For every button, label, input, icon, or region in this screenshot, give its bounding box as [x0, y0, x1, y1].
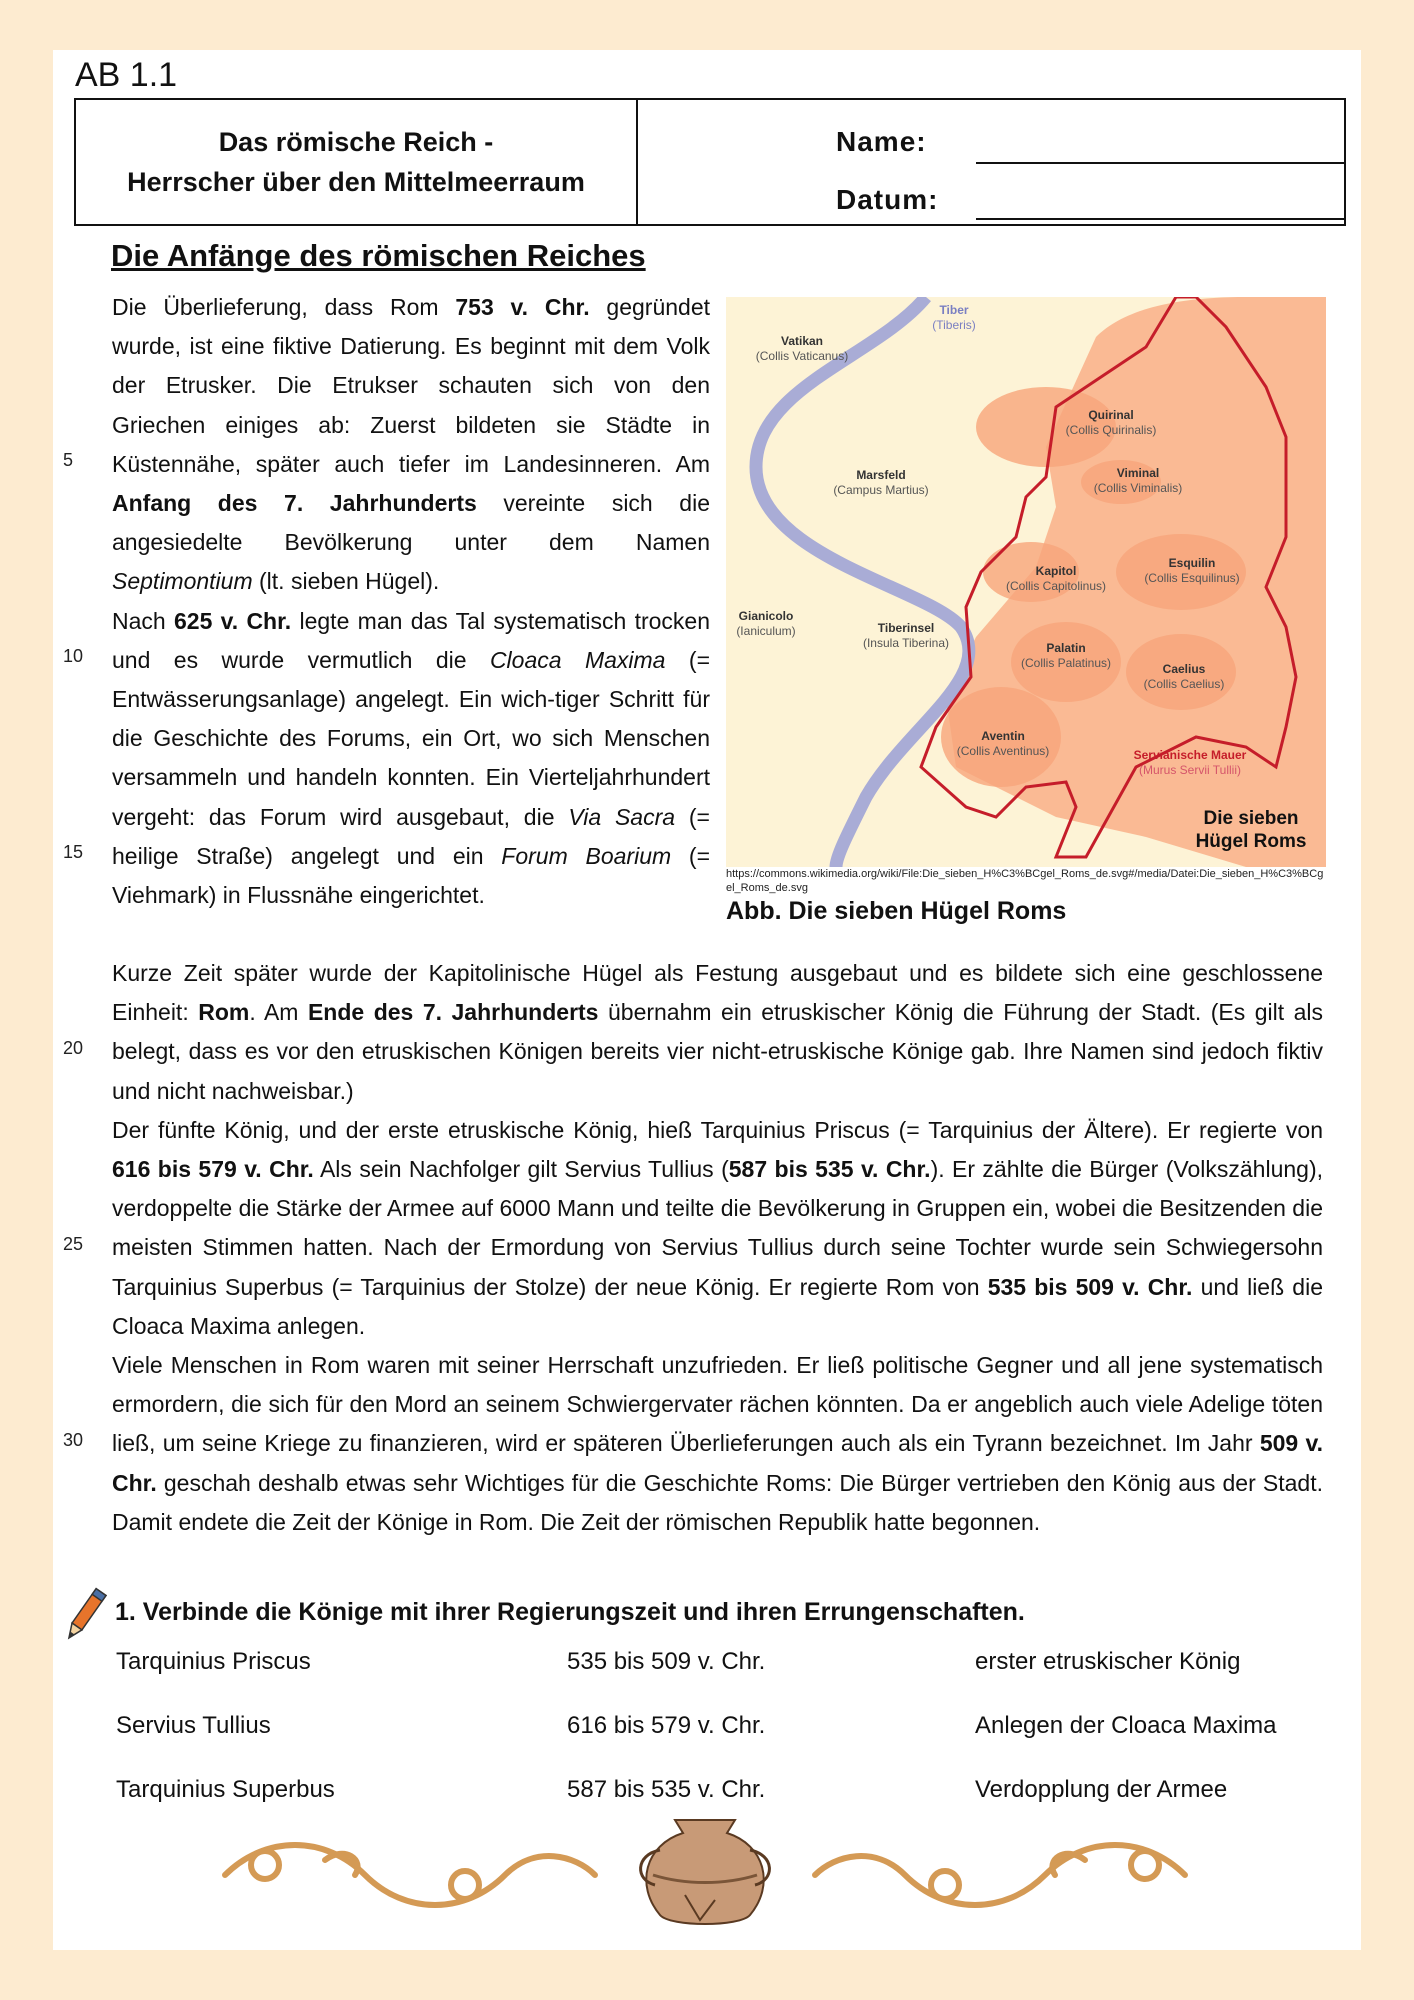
label-servian-wall: Servianische Mauer [1133, 748, 1247, 762]
map-seven-hills [726, 297, 1326, 867]
label-gianicolo: Gianicolo [738, 609, 794, 623]
scroll-ornament-icon [205, 1815, 1205, 1935]
map-caption: Abb. Die sieben Hügel Roms [726, 897, 1067, 925]
text-p2: Nach 625 v. Chr. legte man das Tal systematisch trocken und es wurde vermutlich die Cloaca Maxima (= Entwässerungsanlage) angelegt. Ein wich-tiger Schritt für die Geschichte des Forums, ein Ort, wo sich Menschen versammeln und handeln konnten. Ein Vierteljahrhundert vergeht: das Forum wird ausgebaut, die Via Sacra (= heilige Straße) angelegt und ein Forum Boarium (= Viehmark) in Flussnähe eingerichtet. [112, 607, 711, 909]
section-title: Die Anfänge des römischen Reiches [111, 238, 646, 273]
label-servian-wall-latin: (Murus Servii Tullii) [1138, 763, 1242, 777]
achievement-item[interactable]: Verdopplung der Armee [975, 1776, 1228, 1803]
achievement-item[interactable]: erster etruskischer König [975, 1648, 1241, 1675]
label-caelius-latin: (Collis Caelius) [1143, 677, 1225, 691]
text-full-width [112, 954, 1323, 1542]
label-kapitol-latin: (Collis Capitolinus) [1005, 579, 1107, 593]
label-esquilin-latin: (Collis Esquilinus) [1144, 571, 1240, 585]
pencil-icon [63, 1585, 107, 1645]
sheet-label: AB 1.1 [75, 56, 178, 94]
label-tiber: Tiber [939, 303, 969, 317]
line-number: 30 [63, 1430, 84, 1450]
label-vatikan-latin: (Collis Vaticanus) [755, 349, 849, 363]
label-quirinal-latin: (Collis Quirinalis) [1065, 423, 1157, 437]
line-number: 15 [63, 842, 84, 862]
label-palatin-latin: (Collis Palatinus) [1020, 656, 1112, 670]
label-quirinal: Quirinal [1088, 408, 1134, 422]
map-title-line2: Hügel Roms [1195, 831, 1307, 852]
label-tiberinsel: Tiberinsel [877, 621, 935, 635]
header-box [74, 98, 1346, 226]
header-title-line2: Herrscher über den Mittelmeerraum [127, 167, 585, 197]
task-title: 1. Verbinde die Könige mit ihrer Regierungszeit und ihren Errungenschaften. [115, 1598, 1025, 1626]
label-tiber-latin: (Tiberis) [932, 318, 976, 332]
label-gianicolo-latin: (Ianiculum) [736, 624, 796, 638]
label-marsfeld-latin: (Campus Martius) [833, 483, 929, 497]
text-p4: Der fünfte König, und der erste etruskische König, hieß Tarquinius Priscus (= Tarquinius der Ältere). Er regierte von 616 bis 579 v. Chr. Als sein Nachfolger gilt Servius Tullius (587 bis 535 v. Chr.). Er zählte die Bürger (Volkszählung), verdoppelte die Stärke der Armee auf 6000 Mann und teilte die Bevölkerung in Gruppen ein, wobei die Besitzenden die meisten Stimmen hatten. Nach der Ermordung von Servius Tullius durch seine Tochter wurde sein Schwiegersohn Tarquinius Superbus (= Tarquinius der Stolze) der neue König. Er regierte Rom von 535 bis 509 v. Chr. und ließ die Cloaca Maxima anlegen. [112, 1116, 1324, 1339]
label-marsfeld: Marsfeld [856, 468, 906, 482]
achievement-item[interactable]: Anlegen der Cloaca Maxima [975, 1712, 1277, 1739]
header-title-line1: Das römische Reich - [218, 127, 494, 157]
line-number: 5 [63, 450, 74, 470]
date-field[interactable] [976, 218, 1344, 220]
text-p5: Viele Menschen in Rom waren mit seiner Herrschaft unzufrieden. Er ließ politische Gegner und all jene systematisch ermordern, die sich für den Mord an seinem Schwiergervater rächen könnten. Da er angeblich auch viele Adelige töten ließ, um seine Kriege zu finanzieren, wird er späteren Überlieferungen auch als ein Tyrann bezeichnet. Im Jahr 509 v. Chr. geschah deshalb etwas sehr Wichtiges für die Geschichte Roms: Die Bürger vertrieben den König aus der Stadt. Damit endete die Zeit der Könige in Rom. Die Zeit der römischen Republik hatte begonnen. [112, 1352, 1323, 1535]
label-caelius: Caelius [1162, 662, 1206, 676]
text-column-left [112, 288, 710, 915]
label-aventin-latin: (Collis Aventinus) [956, 744, 1050, 758]
map-title-line1: Die sieben [1203, 808, 1299, 829]
king-item[interactable]: Servius Tullius [116, 1712, 271, 1739]
name-field[interactable] [976, 162, 1344, 164]
king-item[interactable]: Tarquinius Priscus [116, 1648, 311, 1675]
text-p1: Die Überlieferung, dass Rom 753 v. Chr. gegründet wurde, ist eine fiktive Datierung. Es beginnt mit dem Volk der Etrusker. Die Etrukser schauten sich von den Griechen einiges ab: Zuerst bildeten sie Städte in Küstennähe, später auch tiefer im Landesinneren. Am Anfang des 7. Jahrhunderts vereinte sich die angesiedelte Bevölkerung unter dem Namen Septimontium (lt. sieben Hügel). [112, 294, 711, 595]
label-viminal: Viminal [1116, 466, 1160, 480]
label-vatikan: Vatikan [780, 334, 824, 348]
name-label: Name: [836, 126, 927, 157]
label-tiberinsel-latin: (Insula Tiberina) [862, 636, 950, 650]
line-number: 10 [63, 646, 84, 666]
amphora-icon [641, 1820, 770, 1924]
label-kapitol: Kapitol [1035, 564, 1077, 578]
text-p3: Kurze Zeit später wurde der Kapitolinische Hügel als Festung ausgebaut und es bildete sich eine geschlossene Einheit: Rom. Am Ende des 7. Jahrhunderts übernahm ein etruskischer König die Führung der Stadt. (Es gilt als belegt, dass es vor den etruskischen Königen bereits vier nicht-etruskische Könige gab. Ihre Namen sind jedoch fiktiv und nicht nachweisbar.) [112, 960, 1324, 1104]
line-number: 20 [63, 1038, 84, 1058]
header-title [76, 100, 638, 224]
map-source-url: https://commons.wikimedia.org/wiki/File:Die_sieben_H%C3%BCgel_Roms_de.svg#/media/Datei:Die_sieben_H%C3%BCgel_Roms_de.svg [726, 868, 1324, 894]
label-viminal-latin: (Collis Viminalis) [1093, 481, 1183, 495]
king-item[interactable]: Tarquinius Superbus [116, 1776, 335, 1803]
label-aventin: Aventin [981, 729, 1025, 743]
label-palatin: Palatin [1046, 641, 1086, 655]
line-number: 25 [63, 1234, 84, 1254]
label-esquilin: Esquilin [1168, 556, 1216, 570]
period-item[interactable]: 535 bis 509 v. Chr. [567, 1648, 766, 1675]
date-label: Datum: [836, 184, 939, 215]
period-item[interactable]: 587 bis 535 v. Chr. [567, 1776, 766, 1803]
period-item[interactable]: 616 bis 579 v. Chr. [567, 1712, 766, 1739]
